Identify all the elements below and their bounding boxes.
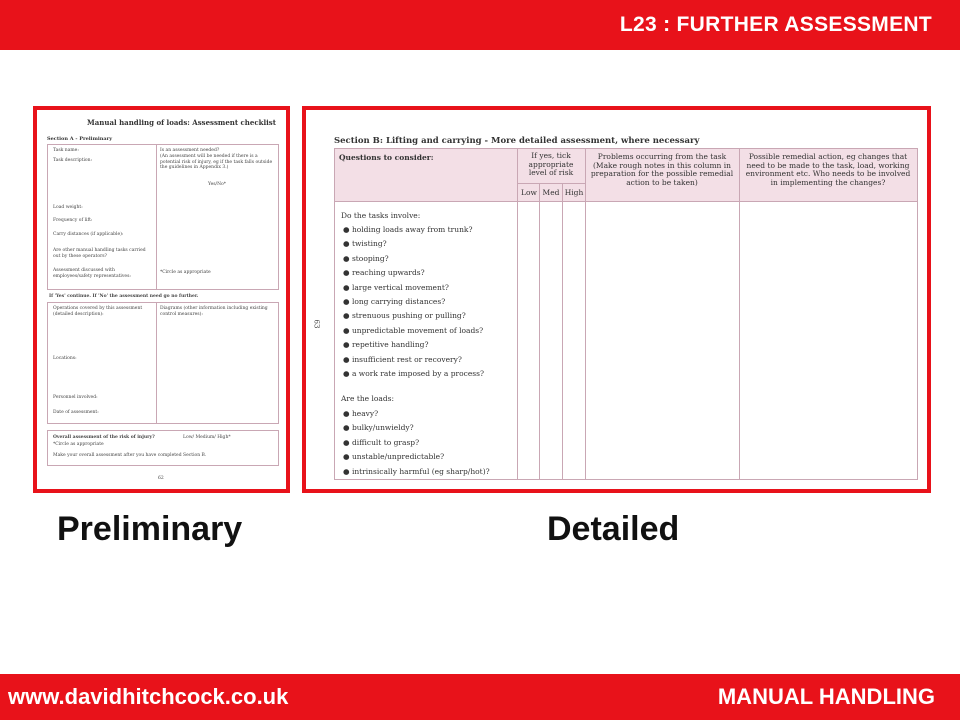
prelim-section-label: Section A - Preliminary	[47, 136, 113, 142]
header-bar	[0, 0, 960, 50]
circle-note: *Circle as appropriate	[160, 270, 211, 275]
footer-course-name: MANUAL HANDLING	[717, 684, 935, 709]
loads-item-label: unstable/unpredictable?	[351, 452, 445, 462]
prelim-divider	[156, 145, 157, 289]
col-divider-1	[517, 149, 518, 479]
tasks-item	[343, 340, 428, 349]
tasks-item-label: twisting?	[351, 239, 387, 249]
preliminary-form-image	[33, 106, 290, 493]
col-divider-3	[739, 149, 740, 479]
continue-note: If 'Yes' continue. If 'No' the assessment need go no further.	[49, 294, 199, 299]
task-name-label: Task name:	[53, 148, 79, 153]
bullet-icon: ●	[343, 225, 352, 234]
loads-item	[343, 467, 490, 476]
tasks-item	[343, 254, 389, 263]
bullet-icon: ●	[343, 466, 352, 476]
tasks-item	[343, 369, 484, 378]
tasks-item-label: reaching upwards?	[351, 268, 425, 278]
detail-page-number: 63	[312, 319, 321, 329]
bullet-icon: ●	[343, 239, 352, 249]
task-description-label: Task description:	[53, 158, 93, 163]
col-remedial-header: Possible remedial action, eg changes that need to be made to the task, load, working environment etc. Who needs to be involved in implementing the changes?	[745, 152, 911, 187]
col-divider-med	[562, 183, 563, 479]
header-divider	[335, 201, 917, 202]
bullet-icon: ●	[343, 340, 352, 350]
loads-item	[343, 409, 378, 418]
caption-detailed: Detailed	[547, 510, 680, 548]
tasks-item	[343, 283, 449, 292]
col-med-header: Med	[542, 188, 560, 197]
load-weight-label: Load weight:	[53, 205, 83, 210]
tasks-item	[343, 297, 445, 306]
col-questions-header: Questions to consider:	[339, 153, 434, 162]
prelim-form-title: Manual handling of loads: Assessment checklist	[87, 118, 276, 127]
bullet-icon: ●	[343, 437, 352, 447]
tasks-item-label: insufficient rest or recovery?	[351, 354, 462, 364]
tasks-item-label: holding loads away from trunk?	[351, 225, 473, 234]
prelim-box-operations	[47, 302, 279, 424]
detail-table	[334, 148, 918, 480]
tasks-item-label: unpredictable movement of loads?	[351, 325, 484, 335]
operations-label: Operations covered by this assessment (detailed description):	[53, 306, 143, 317]
prelim-page-number: 62	[158, 476, 164, 481]
carry-distance-label: Carry distances (if applicable):	[53, 232, 124, 237]
overall-levels: Low/ Medium/ High*	[183, 435, 231, 440]
other-tasks-label: Are other manual handling tasks carried out by these operators?	[53, 248, 146, 259]
assessment-needed-question: Is an assessment needed?	[160, 148, 220, 153]
bullet-icon: ●	[343, 452, 352, 462]
footer-website-link[interactable]: www.davidhitchcock.co.uk	[8, 684, 289, 709]
bullet-icon: ●	[343, 354, 352, 364]
detailed-form-image	[302, 106, 931, 493]
discussed-label: Assessment discussed with employees/safety representatives:	[53, 268, 131, 279]
loads-item	[343, 452, 444, 461]
tasks-item	[343, 268, 425, 277]
bullet-icon: ●	[343, 423, 352, 433]
tasks-heading: Do the tasks involve:	[341, 211, 421, 220]
date-label: Date of assessment:	[53, 410, 99, 415]
loads-item-label: difficult to grasp?	[351, 437, 420, 447]
col-divider-low	[539, 183, 540, 479]
prelim-divider-2	[156, 303, 157, 423]
frequency-label: Frequency of lift:	[53, 218, 93, 223]
diagrams-label: Diagrams (other information including existing control measures):	[160, 306, 268, 317]
personnel-label: Personnel involved:	[53, 395, 98, 400]
bullet-icon: ●	[343, 282, 352, 292]
tasks-item-label: stooping?	[351, 253, 389, 263]
circle-note-2: *Circle as appropriate	[53, 442, 104, 447]
bullet-icon: ●	[343, 409, 352, 418]
tasks-item-label: repetitive handling?	[351, 340, 429, 350]
bullet-icon: ●	[343, 311, 352, 321]
col-risk-header: If yes, tick appropriate level of risk	[528, 151, 574, 177]
locations-label: Locations:	[53, 356, 77, 361]
prelim-box-task	[47, 144, 279, 290]
tasks-item	[343, 355, 462, 364]
bullet-icon: ●	[343, 297, 352, 306]
loads-item	[343, 438, 419, 447]
detail-form-title: Section B: Lifting and carrying - More detailed assessment, where necessary	[334, 136, 700, 146]
loads-item	[343, 423, 414, 432]
bullet-icon: ●	[343, 253, 352, 263]
bullet-icon: ●	[343, 325, 352, 335]
tasks-item-label: large vertical movement?	[351, 282, 449, 292]
tasks-item-label: strenuous pushing or pulling?	[351, 311, 466, 321]
tasks-item	[343, 311, 466, 320]
tasks-item-label: long carrying distances?	[351, 297, 446, 306]
tasks-item	[343, 225, 473, 234]
assessment-needed-note: (An assessment will be needed if there is a potential risk of injury, eg if the task falls outside the guidelines in Appendix 3.)	[160, 154, 273, 170]
prelim-box-overall	[47, 430, 279, 466]
tasks-item-label: a work rate imposed by a process?	[351, 369, 484, 378]
caption-preliminary: Preliminary	[57, 510, 243, 548]
bullet-icon: ●	[343, 369, 352, 378]
overall-assessment-label: Overall assessment of the risk of injury?	[53, 435, 155, 440]
loads-heading: Are the loads:	[341, 394, 395, 403]
col-high-header: High	[564, 188, 584, 197]
loads-item-label: intrinsically harmful (eg sharp/hot)?	[351, 466, 490, 476]
risk-subheader-divider	[518, 183, 585, 184]
yes-no-choice: Yes/No*	[208, 182, 226, 187]
tasks-item	[343, 239, 387, 248]
col-low-header: Low	[521, 188, 537, 197]
slide-title: L23 : FURTHER ASSESSMENT	[619, 13, 932, 36]
make-overall-note: Make your overall assessment after you have completed Section B.	[53, 453, 207, 458]
tasks-item	[343, 326, 483, 335]
loads-item-label: heavy?	[351, 409, 379, 418]
bullet-icon: ●	[343, 268, 352, 278]
footer-bar	[0, 674, 960, 720]
col-problems-header: Problems occurring from the task (Make rough notes in this column in preparation for the possible remedial action to be taken)	[590, 152, 734, 187]
col-divider-2	[585, 149, 586, 479]
loads-item-label: bulky/unwieldy?	[351, 423, 414, 433]
